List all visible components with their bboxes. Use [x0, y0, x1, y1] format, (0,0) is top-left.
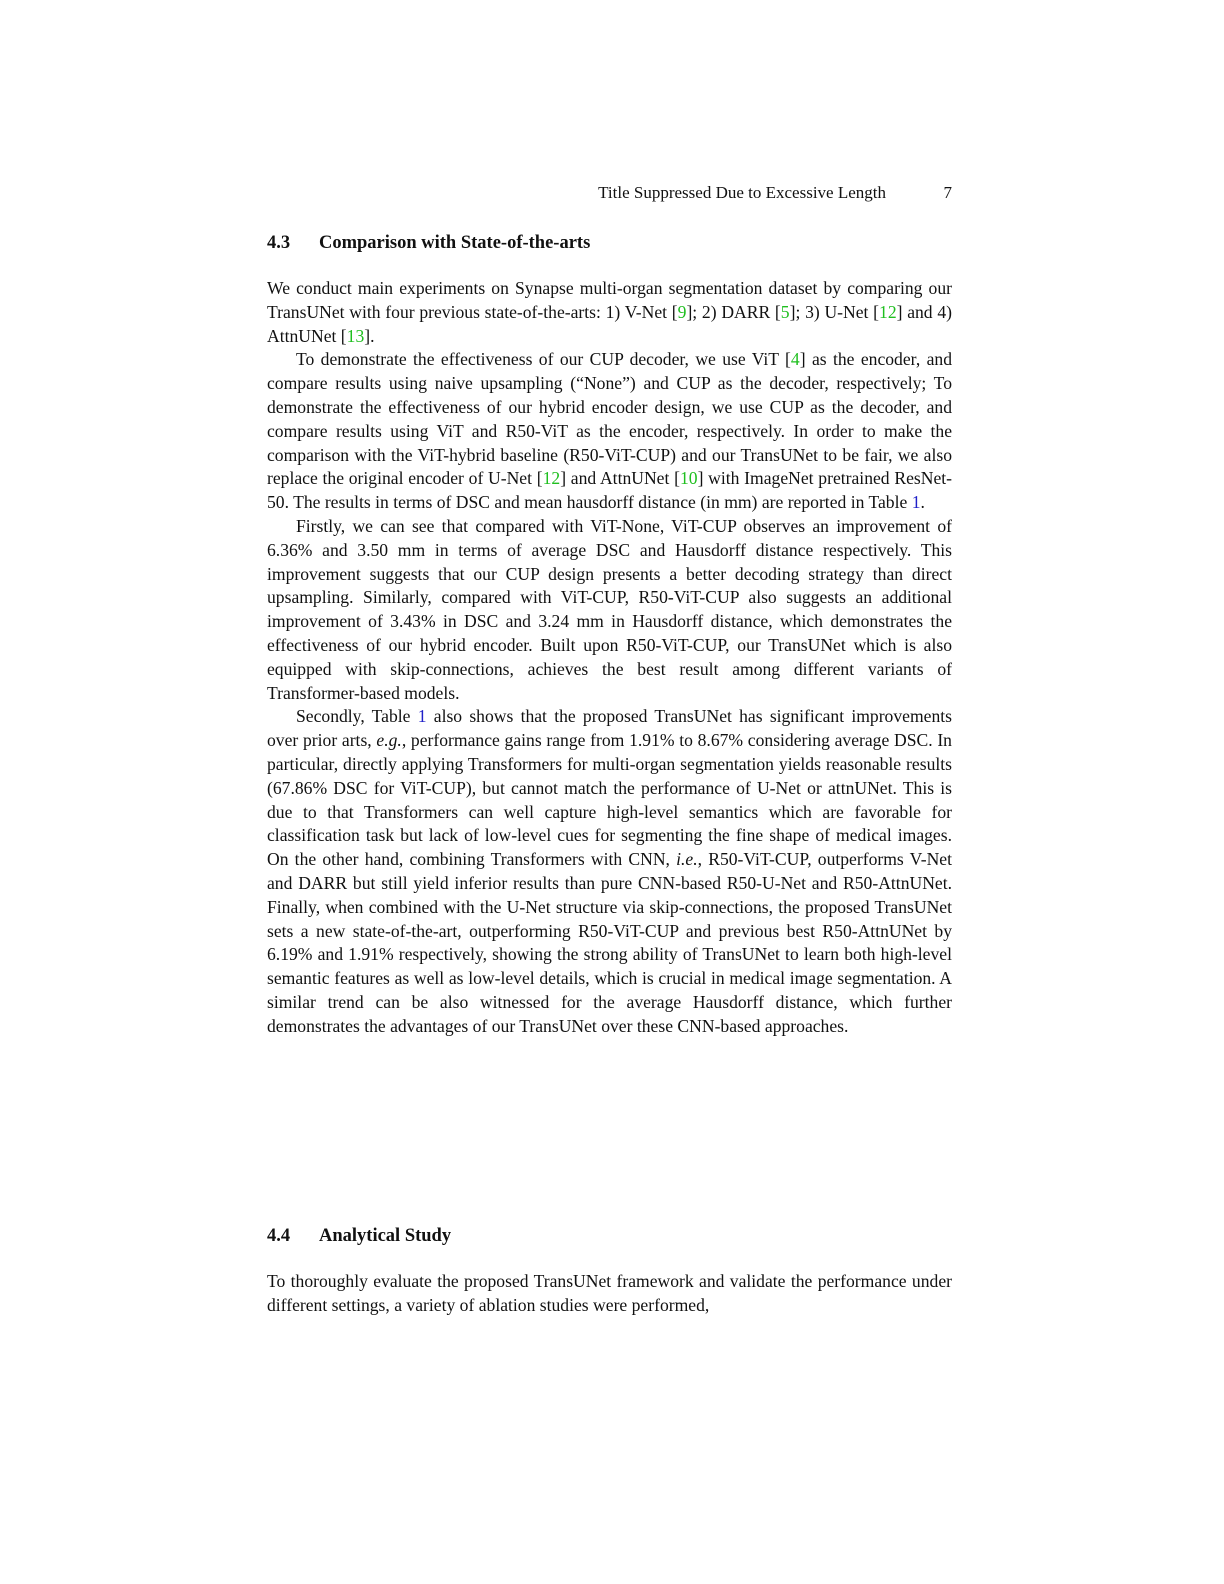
running-header — [267, 181, 952, 205]
paragraph-2 — [267, 348, 952, 515]
paragraph-3: Firstly, we can see that compared with ViT-None, ViT-CUP observes an improvement of 6.36% and 3.50 mm in terms of average DSC and Hausdorff distance respectively. This improvement suggests that our CUP design presents a better decoding strategy than direct upsampling. Similarly, compared with ViT-CUP, R50-ViT-CUP also suggests an additional improvement of 3.43% in DSC and 3.24 mm in Hausdorff distance, which demonstrates the effectiveness of our hybrid encoder. Built upon R50-ViT-CUP, our TransUNet which is also equipped with skip-connections, achieves the best result among different variants of Transformer-based models. — [267, 515, 952, 703]
section-title: Analytical Study — [319, 1226, 452, 1246]
text-run: Secondly, Table — [296, 706, 418, 727]
text-run: ] as the encoder, and compare results using naive upsampling (“None”) and CUP as the decoder, respectively; To demonstrate the effectiveness of our hybrid encoder design, we use CUP as the decoder, and compare results using ViT and R50-ViT as the encoder, respectively. In order to make the comparison with the ViT-hybrid baseline (R50-ViT-CUP) and our TransUNet to be fair, we also replace the original encoder of U-Net [ — [267, 349, 952, 489]
citation-link[interactable]: 13 — [346, 325, 365, 346]
citation-link[interactable]: 10 — [679, 468, 698, 489]
paragraph-4 — [267, 705, 952, 1038]
section-heading-4-4 — [267, 1224, 451, 1248]
running-title: Title Suppressed Due to Excessive Length — [598, 183, 886, 202]
abbreviation-ie: i.e. — [676, 849, 698, 870]
section-title: Comparison with State-of-the-arts — [319, 233, 591, 253]
text-run: , R50-ViT-CUP, outperforms V-Net and DARR but still yield inferior results than pure CNN-based R50-U-Net and R50-AttnUNet. Finally, when combined with the U-Net structure via skip-connections, the proposed TransUNet sets a new state-of-the-art, outperforming R50-ViT-CUP and previous best R50-AttnUNet by 6.19% and 1.91% respectively, showing the strong ability of TransUNet to learn both high-level semantic features as well as low-level details, which is crucial in medical image segmentation. A similar trend can be also witnessed for the average Hausdorff distance, which further demonstrates the advantages of our TransUNet over these CNN-based approaches. — [267, 849, 952, 1036]
section-number: 4.3 — [267, 233, 291, 253]
text-run: To demonstrate the effectiveness of our CUP decoder, we use ViT [ — [296, 349, 791, 370]
text-run: ] with ImageNet pretrained ResNet-50. The results in terms of DSC and mean hausdorff distance (in mm) are reported in Table — [267, 468, 952, 513]
paragraph-1 — [267, 277, 952, 348]
text-run: We conduct main experiments on Synapse multi-organ segmentation dataset by comparing our TransUNet with four previous state-of-the-arts: 1) V-Net [ — [267, 278, 952, 322]
section-number: 4.4 — [267, 1226, 291, 1246]
text-run: ]; 3) U-Net [ — [789, 301, 880, 322]
table-reference-link[interactable]: 1 — [911, 492, 921, 513]
text-run: ]; 2) DARR [ — [686, 301, 781, 322]
text-run: ] and AttnUNet [ — [560, 468, 680, 489]
page-number: 7 — [943, 183, 952, 202]
text-run: ] and 4) AttnUNet [ — [267, 301, 952, 346]
text-run: . — [920, 492, 925, 513]
table-reference-link[interactable]: 1 — [417, 706, 427, 727]
text-run: also shows that the proposed TransUNet has significant improvements over prior arts, — [267, 706, 952, 751]
paragraph-1: To thoroughly evaluate the proposed TransUNet framework and validate the performance under different settings, a variety of ablation studies were performed, — [267, 1271, 952, 1315]
section-4-4-body — [267, 1270, 952, 1318]
section-heading-4-3 — [267, 231, 590, 255]
citation-link[interactable]: 9 — [677, 301, 687, 322]
citation-link[interactable]: 4 — [790, 349, 800, 370]
section-4-3-body — [267, 277, 952, 1039]
text-run: , performance gains range from 1.91% to 8.67% considering average DSC. In particular, directly applying Transformers for multi-organ segmentation yields reasonable results (67.86% DSC for ViT-CUP), but cannot match the performance of U-Net or attnUNet. This is due to that Transformers can well capture high-level semantics which are favorable for classification task but lack of low-level cues for segmenting the fine shape of medical images. On the other hand, combining Transformers with CNN, — [267, 730, 952, 870]
citation-link[interactable]: 12 — [879, 301, 897, 322]
text-run: ]. — [364, 325, 375, 346]
citation-link[interactable]: 12 — [542, 468, 561, 489]
citation-link[interactable]: 5 — [780, 301, 790, 322]
abbreviation-eg: e.g. — [376, 730, 402, 751]
